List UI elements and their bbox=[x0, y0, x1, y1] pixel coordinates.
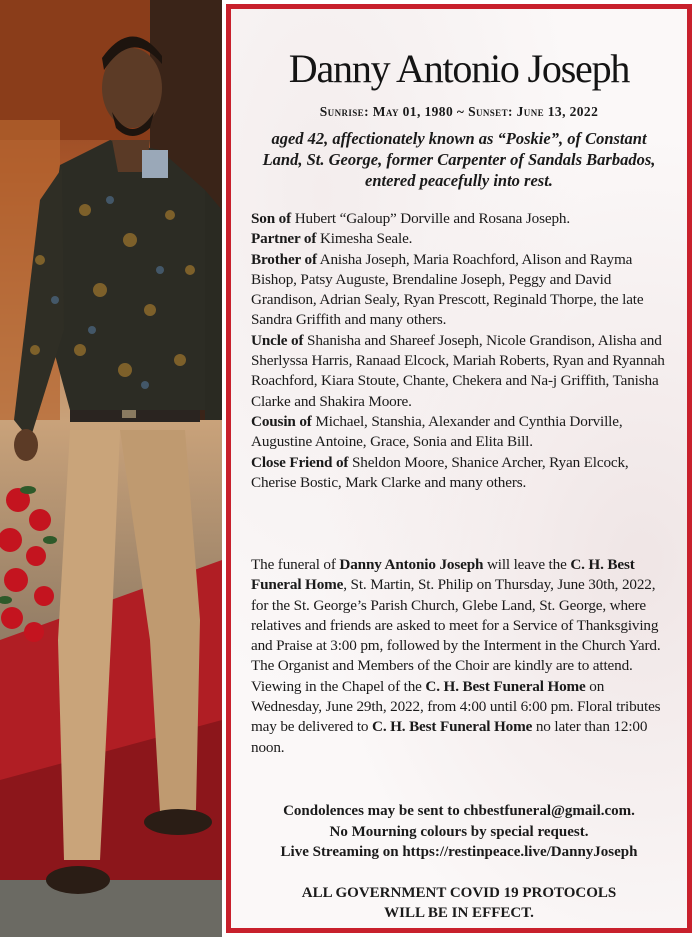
relation-cousin bbox=[251, 412, 671, 453]
relation-partner bbox=[251, 229, 671, 249]
funeral-details bbox=[251, 555, 671, 758]
funeral-home-name: C. H. Best Funeral Home bbox=[425, 677, 586, 695]
relation-text: Anisha Joseph, Maria Roachford, Alison and Rayma Bishop, Patsy Auguste, Brendaline Joseph, Peggy and David Grandison, Adrian Sealy, Ryan Prescott, Reginald Thorpe, the late Sandra Griffith and many others. bbox=[251, 250, 644, 329]
funeral-text: The funeral of bbox=[251, 556, 340, 573]
obituary-panel bbox=[226, 4, 692, 933]
funeral-text: will leave the bbox=[483, 556, 571, 573]
relation-brother bbox=[251, 250, 671, 331]
funeral-text: on Wednesday, June 29th, 2022, from 4:00 until 6:00 pm. Floral tributes may be delivered to bbox=[251, 677, 661, 736]
viewing-paragraph bbox=[251, 656, 671, 757]
funeral-paragraph bbox=[251, 555, 671, 656]
deceased-name: Danny Antonio Joseph bbox=[288, 46, 630, 91]
relation-text: Sheldon Moore, Shanice Archer, Ryan Elcock, Cherise Bostic, Mark Clarke and many others. bbox=[251, 453, 629, 491]
closing-notes bbox=[231, 801, 687, 863]
relation-label: Cousin of bbox=[251, 412, 312, 430]
life-dates: Sunrise: May 01, 1980 ~ Sunset: June 13, 2022 bbox=[319, 104, 599, 119]
relation-label: Uncle of bbox=[251, 331, 304, 349]
covid-notice bbox=[231, 883, 687, 923]
funeral-text: , St. Martin, St. Philip on Thursday, June 30th, 2022, for the St. George’s Parish Church, Glebe Land, St. George, where relatives and friends are asked to meet for a Service of Thanksgiving and Praise at 3:00 pm, followed by the Interment in the Church Yard. bbox=[251, 576, 661, 655]
mourning-line: No Mourning colours by special request. bbox=[329, 823, 589, 840]
portrait-illustration bbox=[0, 0, 222, 937]
relation-text: Hubert “Galoup” Dorville and Rosana Joseph. bbox=[294, 210, 570, 227]
streaming-line: Live Streaming on https://restinpeace.live/DannyJoseph bbox=[280, 844, 638, 860]
relation-label: Brother of bbox=[251, 250, 317, 268]
condolences-line: Condolences may be sent to chbestfuneral@gmail.com. bbox=[283, 803, 635, 819]
funeral-home-name: C. H. Best Funeral Home bbox=[372, 718, 533, 736]
funeral-text: The Organist and Members of the Choir are kindly are to attend. Viewing in the Chapel of the bbox=[251, 657, 633, 695]
relation-label: Close Friend of bbox=[251, 453, 349, 471]
relation-friend bbox=[251, 453, 671, 494]
funeral-name: Danny Antonio Joseph bbox=[339, 556, 484, 573]
relations-list bbox=[251, 209, 671, 493]
covid-line-2: WILL BE IN EFFECT. bbox=[384, 905, 534, 921]
portrait-photo bbox=[0, 0, 222, 937]
relation-son bbox=[251, 209, 671, 229]
relation-uncle bbox=[251, 331, 671, 412]
funeral-text: no later than 12:00 noon. bbox=[251, 718, 648, 756]
relation-label: Partner of bbox=[251, 230, 317, 248]
relation-text: Kimesha Seale. bbox=[319, 230, 413, 248]
covid-line-1: ALL GOVERNMENT COVID 19 PROTOCOLS bbox=[301, 885, 617, 901]
relation-text: Michael, Stanshia, Alexander and Cynthia Dorville, Augustine Antoine, Grace, Sonia and Elita Bill. bbox=[251, 412, 623, 451]
relation-text: Shanisha and Shareef Joseph, Nicole Grandison, Alisha and Sherlyssa Harris, Ranaad Elcock, Mariah Roberts, Ryan and Ryannah Roachford, Kiara Stoute, Chante, Chekera and Na-j Griffith, Tanisha Clarke and Shakira Moore. bbox=[251, 331, 665, 410]
relation-label: Son of bbox=[251, 210, 292, 227]
funeral-home-name: C. H. Best Funeral Home bbox=[251, 556, 635, 594]
summary-text: aged 42, affectionately known as “Poskie”, of Constant Land, St. George, former Carpenter of Sandals Barbados, entered peacefully into rest. bbox=[262, 129, 656, 190]
